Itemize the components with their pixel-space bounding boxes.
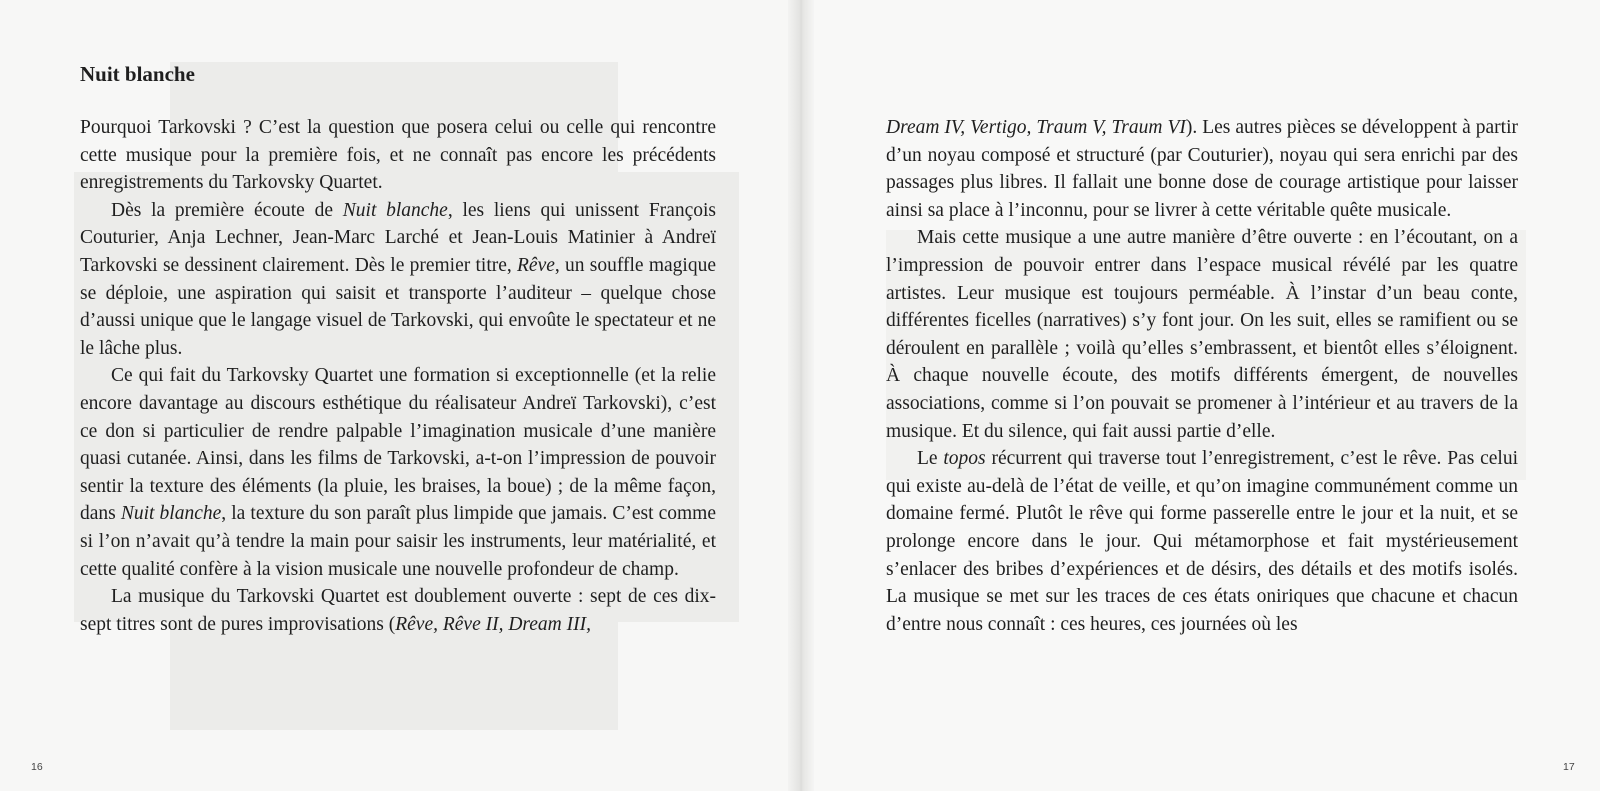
paragraph: Pourquoi Tarkovski ? C’est la question que posera celui ou celle qui rencontre cette musique pour la première fois, et ne connaît pas encore les précédents enregistrements du Tarkovsky Quartet.: [80, 117, 716, 194]
paragraph: La musique du Tarkovski Quartet est doublement ouverte : sept de ces dix-sept titres sont de pures improvisations (Rêve, Rêve II, Dream III,: [80, 586, 716, 635]
book-gutter: [788, 0, 814, 791]
paragraph: Le topos récurrent qui traverse tout l’enregistrement, c’est le rêve. Pas celui qui existe au-delà de l’état de veille, et qu’on imagine communément comme un domaine fermé. Plutôt le rêve qui forme passerelle entre le jour et la nuit, et se prolonge encore dans le jour. Qui métamorphose et fait mystérieusement s’enlacer des bribes d’expériences et de désirs, des détails et des motifs isolés. La musique se met sur les traces de ces états oniriques que chacune et chacun d’entre nous connaît : ces heures, ces journées où les: [886, 448, 1518, 635]
right-body-text: [886, 114, 1518, 638]
right-page: [800, 0, 1600, 791]
section-title: Nuit blanche: [80, 62, 195, 86]
paragraph: Dream IV, Vertigo, Traum V, Traum VI). Les autres pièces se développent à partir d’un noyau composé et structuré (par Couturier), noyau qui sera enrichi par des passages plus libres. Il fallait une bonne dose de courage artistique pour laisser ainsi sa place à l’inconnu, pour se livrer à cette véritable quête musicale.: [886, 117, 1518, 221]
paragraph: Mais cette musique a une autre manière d’être ouverte : en l’écoutant, on a l’impression de pouvoir entrer dans l’espace musical révélé par les quatre artistes. Leur musique est toujours perméable. À l’instar d’un beau conte, différentes ficelles (narratives) s’y font jour. On les suit, elles se ramifient ou se déroulent en parallèle ; voilà qu’elles s’embrassent, et bientôt elles s’éloignent. À chaque nouvelle écoute, des motifs différents émergent, de nouvelles associations, comme si l’on pouvait se promener à l’intérieur et au travers de la musique. Et du silence, qui fait aussi partie d’elle.: [886, 227, 1518, 442]
paragraph: Ce qui fait du Tarkovsky Quartet une formation si exceptionnelle (et la relie encore davantage au discours esthétique du réalisateur Andreï Tarkovski), c’est ce don si particulier de rendre palpable l’imagination musicale d’une manière quasi cutanée. Ainsi, dans les films de Tarkovski, a-t-on l’impression de pouvoir sentir la texture des éléments (la pluie, les braises, la boue) ; de la même façon, dans Nuit blanche, la texture du son paraît plus limpide que jamais. C’est comme si l’on n’avait qu’à tendre la main pour saisir les instruments, leur matérialité, et cette qualité confère à la vision musicale une nouvelle profondeur de champ.: [80, 365, 716, 580]
paragraph: Dès la première écoute de Nuit blanche, les liens qui unissent François Couturier, Anja Lechner, Jean-Marc Larché et Jean-Louis Matinier à Andreï Tarkovski se dessinent clairement. Dès le premier titre, Rêve, un souffle magique se déploie, une aspiration qui saisit et transporte l’auditeur – quelque chose d’aussi unique que le langage visuel de Tarkovski, qui envoûte le spectateur et ne le lâche plus.: [80, 199, 716, 359]
page-number: 16: [31, 761, 43, 773]
left-body-text: [80, 114, 716, 638]
page-number: 17: [1563, 761, 1575, 773]
